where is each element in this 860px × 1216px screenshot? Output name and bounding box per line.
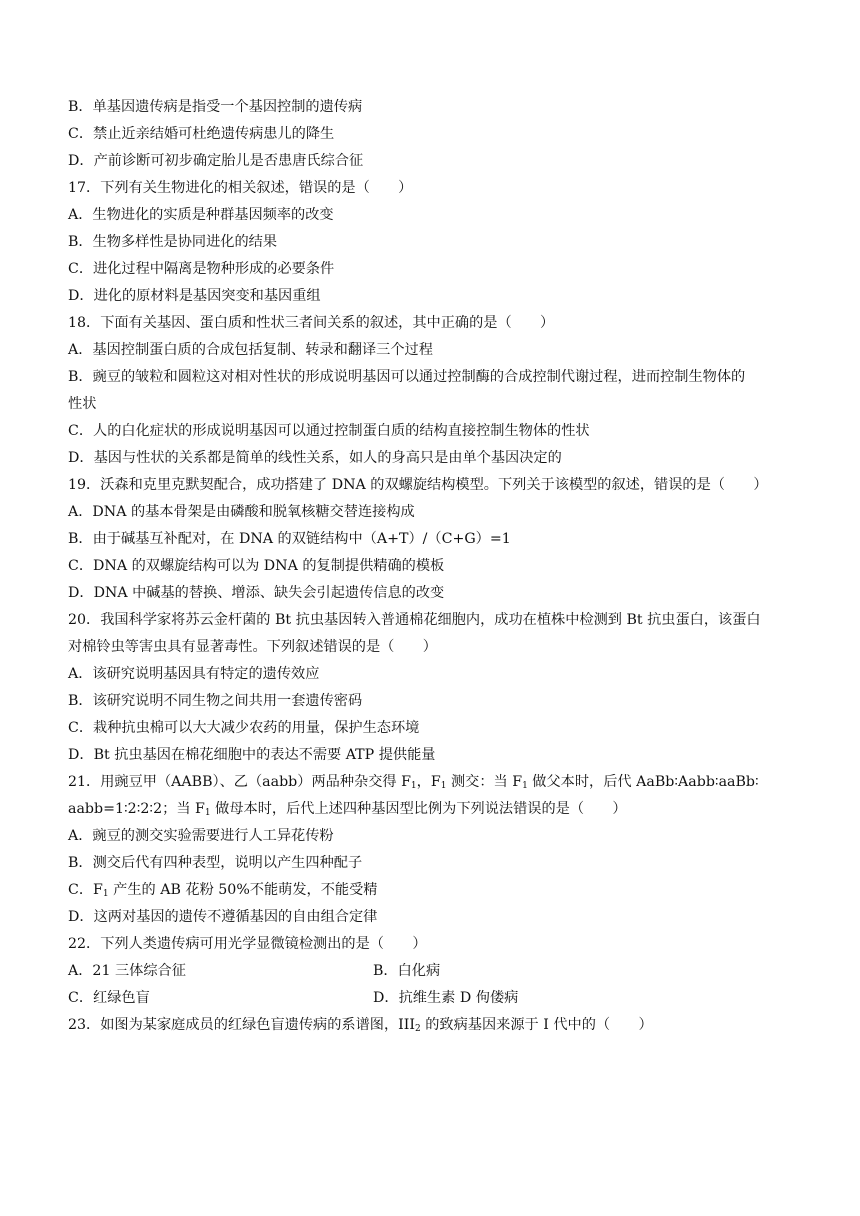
question-22-options-row2 [68, 988, 808, 1008]
question-22-options-row1 [68, 961, 808, 981]
question-18-stem: 18．下面有关基因、蛋白质和性状三者间关系的叙述，其中正确的是（ ） [68, 315, 555, 331]
text-line: A．基因控制蛋白质的合成包括复制、转录和翻译三个过程 [68, 342, 433, 358]
text-line: A．DNA 的基本骨架是由磷酸和脱氧核糖交替连接构成 [68, 504, 415, 520]
question-22-option-a: A．21 三体综合征 [68, 963, 186, 979]
question-22-option-c: C．红绿色盲 [68, 990, 150, 1006]
text-line: D．产前诊断可初步确定胎儿是否患唐氏综合征 [68, 153, 364, 169]
text-line: C．人的白化症状的形成说明基因可以通过控制蛋白质的结构直接控制生物体的性状 [68, 423, 590, 439]
question-23-stem: 23．如图为某家庭成员的红绿色盲遗传病的系谱图，$III_2$ 的致病基因来源于 I 代中的（ ） [68, 1017, 653, 1034]
text-line: C．栽种抗虫棉可以大大减少农药的用量，保护生态环境 [68, 720, 420, 736]
text-line: C．进化过程中隔离是物种形成的必要条件 [68, 261, 335, 277]
text-line: B．生物多样性是协同进化的结果 [68, 234, 278, 250]
text-line: B．该研究说明不同生物之间共用一套遗传密码 [68, 693, 363, 709]
question-21-stem: 21．用豌豆甲（AABB）、乙（aabb）两品种杂交得 $F_1$，$F_1$ 测交：当 $F_1$ 做父本时，后代 AaBb∶Aabb∶aaBb∶ [68, 774, 759, 791]
text-line: D．基因与性状的关系都是简单的线性关系，如人的身高只是由单个基因决定的 [68, 450, 562, 466]
text-line: B．由于碱基互补配对，在 DNA 的双链结构中（A+T）/（C+G）=1 [68, 531, 511, 547]
text-line: 对棉铃虫等害虫具有显著毒性。下列叙述错误的是（ ） [68, 639, 437, 655]
text-line: B．豌豆的皱粒和圆粒这对相对性状的形成说明基因可以通过控制酶的合成控制代谢过程，进而控制生物体的 [68, 369, 746, 385]
question-17-stem: 17．下列有关生物进化的相关叙述，错误的是（ ） [68, 180, 413, 196]
text-line: C．DNA 的双螺旋结构可以为 DNA 的复制提供精确的模板 [68, 558, 445, 574]
question-21-option-a: A．豌豆的测交实验需要进行人工异花传粉 [68, 828, 334, 844]
text-line: D．Bt 抗虫基因在棉花细胞中的表达不需要 ATP 提供能量 [68, 747, 436, 763]
question-21-option-d: D．这两对基因的遗传不遵循基因的自由组合定律 [68, 909, 378, 925]
question-22-stem: 22．下列人类遗传病可用光学显微镜检测出的是（ ） [68, 936, 427, 952]
text-line: C．禁止近亲结婚可杜绝遗传病患儿的降生 [68, 126, 335, 142]
text-line: A．生物进化的实质是种群基因频率的改变 [68, 207, 334, 223]
question-20-stem: 20．我国科学家将苏云金杆菌的 Bt 抗虫基因转入普通棉花细胞内，成功在植株中检测到 Bt 抗虫蛋白，该蛋白 [68, 612, 761, 628]
question-19-stem: 19．沃森和克里克默契配合，成功搭建了 DNA 的双螺旋结构模型。下列关于该模型的叙述，错误的是（ ） [68, 477, 768, 493]
text-line: B．单基因遗传病是指受一个基因控制的遗传病 [68, 99, 363, 115]
text-line: 性状 [68, 396, 97, 412]
question-21-option-b: B．测交后代有四种表型，说明以产生四种配子 [68, 855, 363, 871]
text-line: D．DNA 中碱基的替换、增添、缺失会引起遗传信息的改变 [68, 585, 445, 601]
text-line: A．该研究说明基因具有特定的遗传效应 [68, 666, 320, 682]
text-line: D．进化的原材料是基因突变和基因重组 [68, 288, 321, 304]
question-22-option-d: D．抗维生素 D 佝偻病 [373, 990, 519, 1006]
question-21-stem-cont: aabb=1∶2∶2∶2；当 $F_1$ 做母本时，后代上述四种基因型比例为下列说法错误的是（ ） [68, 801, 627, 818]
question-22-option-b: B．白化病 [373, 963, 441, 979]
question-21-option-c: C．$F_1$ 产生的 AB 花粉 50%不能萌发，不能受精 [68, 882, 378, 899]
